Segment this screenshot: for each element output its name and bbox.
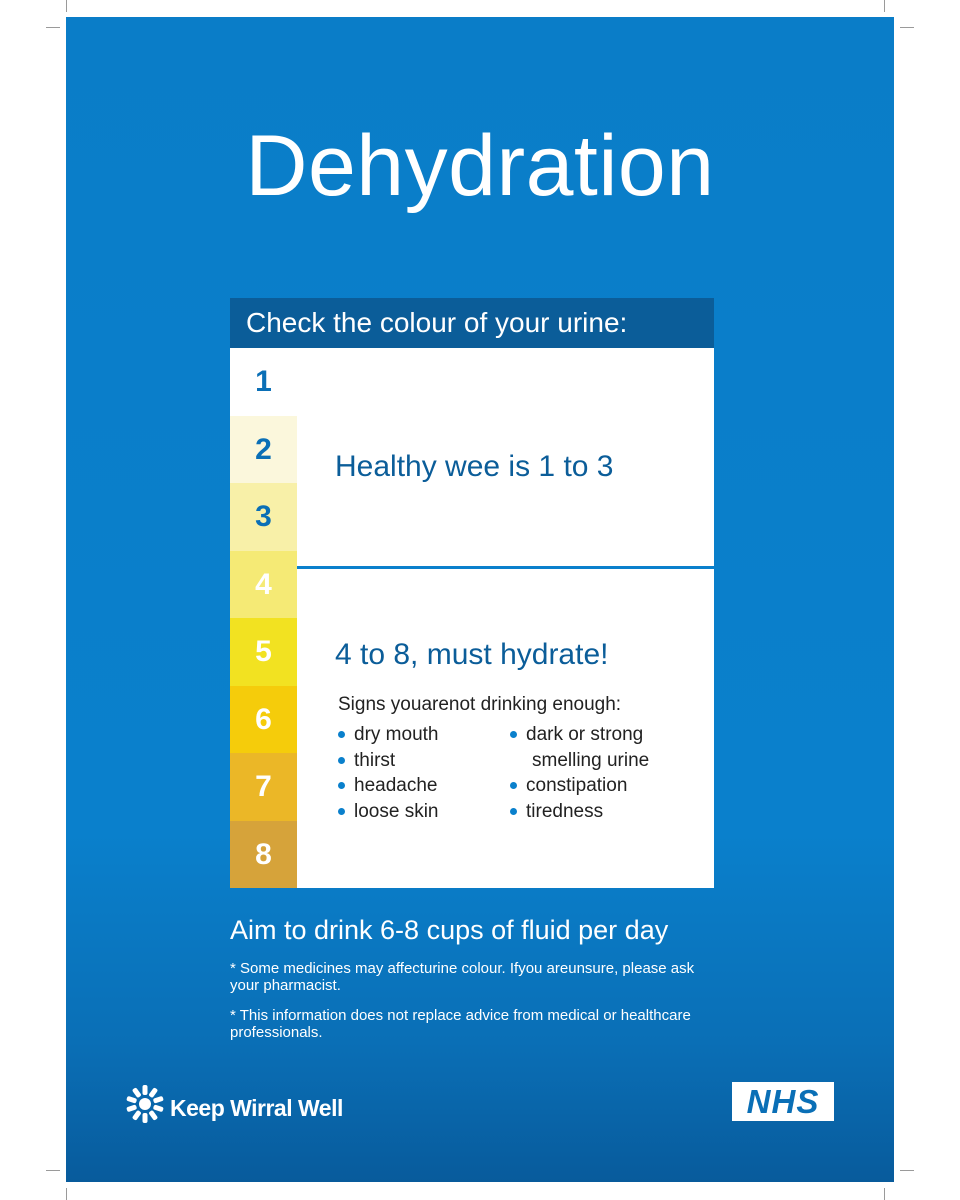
signs-list-left <box>338 722 439 824</box>
starburst-icon <box>124 1083 166 1125</box>
bullet-icon <box>510 808 517 815</box>
scale-level-4: 4 <box>230 551 297 619</box>
urine-colour-card <box>230 298 714 888</box>
list-item: dark or strong <box>510 722 649 748</box>
signs-list-right <box>510 722 649 824</box>
healthy-range-text: Healthy wee is 1 to 3 <box>335 450 614 483</box>
signs-label: Signs youarenot drinking enough: <box>338 694 622 715</box>
list-item-continuation: smelling urine <box>532 749 650 771</box>
scale-level-2: 2 <box>230 416 297 484</box>
bullet-icon <box>510 731 517 738</box>
hydrate-range-text: 4 to 8, must hydrate! <box>335 638 609 671</box>
crop-mark <box>66 1188 67 1200</box>
scale-level-8: 8 <box>230 821 297 889</box>
list-item: thirst <box>338 748 439 774</box>
keep-wirral-well-logo <box>124 1083 166 1125</box>
footnote-disclaimer: * This information does not replace advice from medical or healthcare professionals. <box>230 1007 691 1041</box>
nhs-logo-text: NHS <box>746 1083 820 1120</box>
list-item: dry mouth <box>338 722 439 748</box>
scale-level-7: 7 <box>230 753 297 821</box>
crop-mark <box>46 1170 60 1171</box>
scale-level-5: 5 <box>230 618 297 686</box>
list-item: constipation <box>510 773 649 799</box>
card-header: Check the colour of your urine: <box>230 298 714 348</box>
urine-colour-scale <box>230 348 297 888</box>
keep-wirral-well-text: Keep Wirral Well <box>170 1095 343 1121</box>
fluid-intake-advice: Aim to drink 6-8 cups of fluid per day <box>230 915 669 945</box>
list-item: loose skin <box>338 799 439 825</box>
bullet-icon <box>510 782 517 789</box>
crop-mark <box>66 0 67 12</box>
scale-level-6: 6 <box>230 686 297 754</box>
crop-mark <box>46 27 60 28</box>
bullet-icon <box>338 757 345 764</box>
crop-mark <box>884 0 885 12</box>
scale-level-3: 3 <box>230 483 297 551</box>
page-title: Dehydration <box>245 118 715 214</box>
crop-mark <box>884 1188 885 1200</box>
bullet-icon <box>338 782 345 789</box>
list-item: tiredness <box>510 799 649 825</box>
scale-divider <box>297 566 714 569</box>
bullet-icon <box>338 731 345 738</box>
footnote-medicines: * Some medicines may affecturine colour. Ifyou areunsure, please ask your pharmacist. <box>230 960 695 994</box>
scale-level-1: 1 <box>230 348 297 416</box>
list-item: headache <box>338 773 439 799</box>
crop-mark <box>900 1170 914 1171</box>
bullet-icon <box>338 808 345 815</box>
poster <box>66 17 894 1182</box>
crop-mark <box>900 27 914 28</box>
nhs-logo <box>732 1082 834 1121</box>
